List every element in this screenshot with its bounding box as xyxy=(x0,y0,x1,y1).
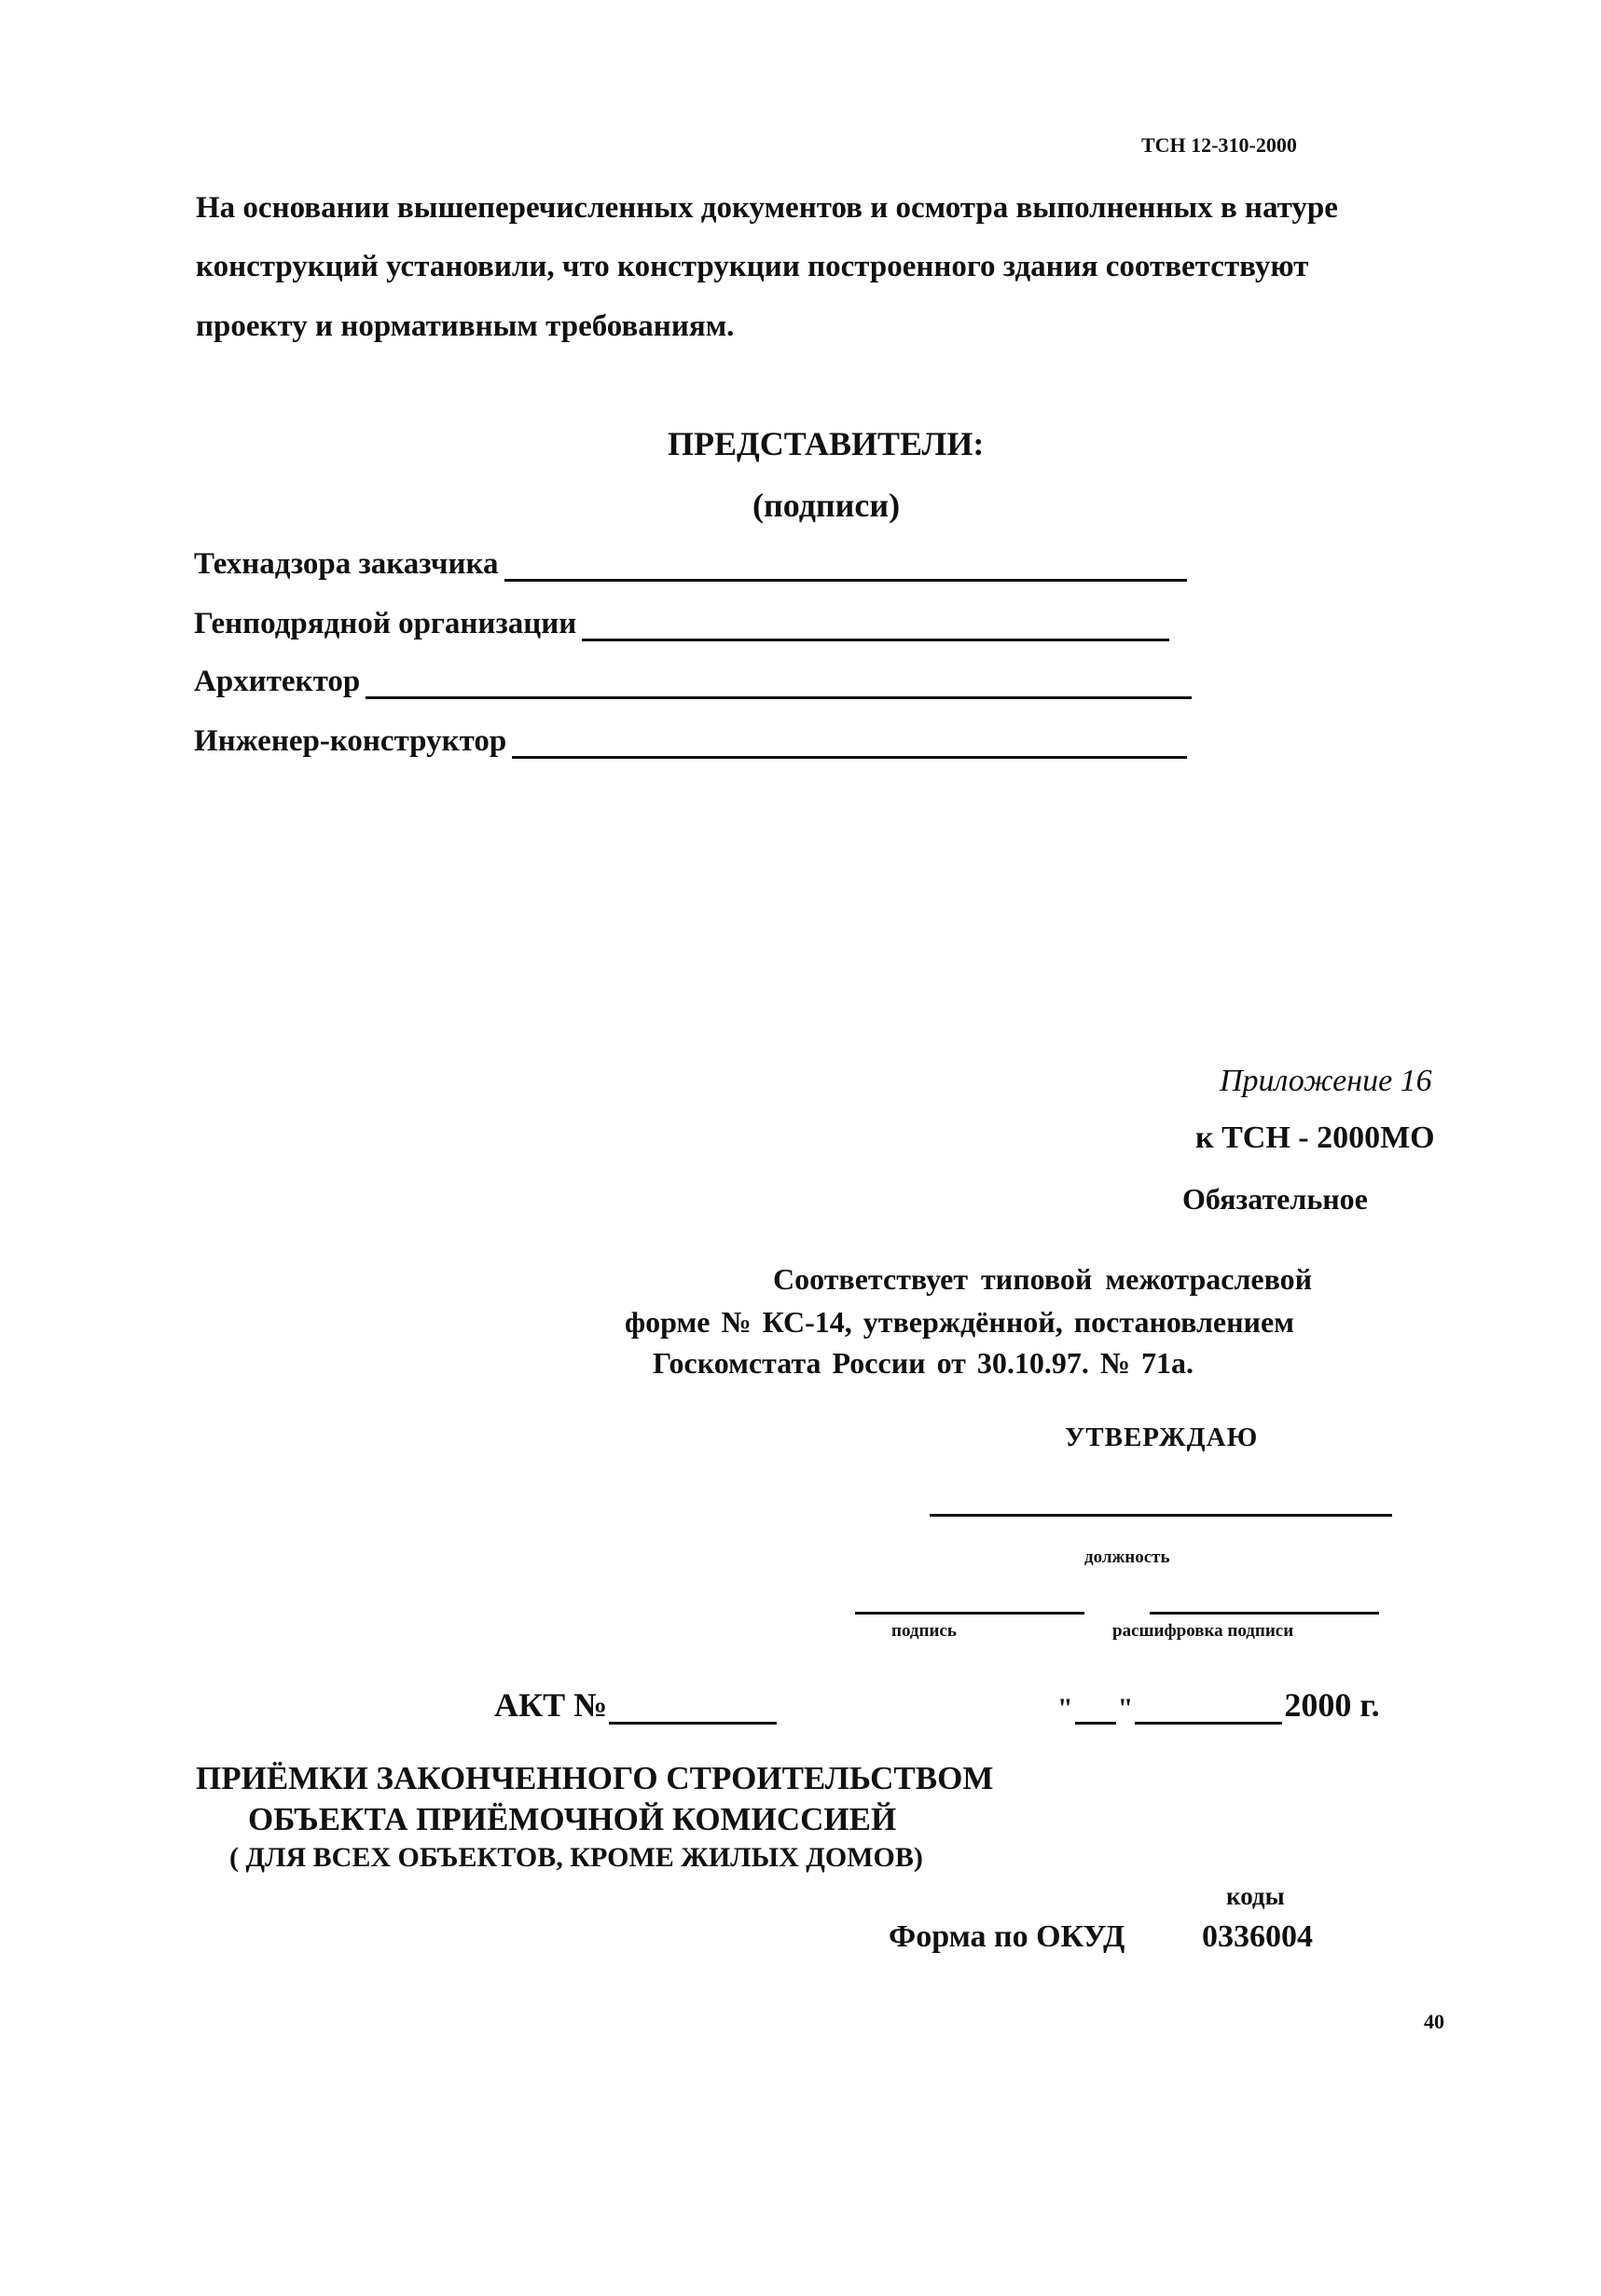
date-month-field[interactable] xyxy=(1135,1697,1282,1725)
signature-row-structural-engineer xyxy=(194,724,1187,759)
representatives-title: ПРЕДСТАВИТЕЛИ: xyxy=(668,425,985,462)
act-title-line-1: ПРИЁМКИ ЗАКОНЧЕННОГО СТРОИТЕЛЬСТВОМ xyxy=(196,1760,994,1796)
signature-label: подпись xyxy=(891,1621,957,1641)
signature-decoding-line[interactable] xyxy=(1150,1612,1379,1615)
intro-line-2: конструкций установили, что конструкции построенного здания соответствуют xyxy=(196,250,1309,283)
conformity-line-3: Госкомстата России от 30.10.97. № 71а. xyxy=(653,1346,1194,1380)
act-number-label: АКТ № xyxy=(494,1686,608,1724)
act-number xyxy=(494,1685,777,1725)
page-number: 40 xyxy=(1424,2010,1444,2033)
date-year: 2000 г. xyxy=(1284,1686,1380,1724)
signature-row-general-contractor xyxy=(194,607,1169,641)
act-title-line-2: ОБЪЕКТА ПРИЁМОЧНОЙ КОМИССИЕЙ xyxy=(248,1801,897,1837)
okud-form-label: Форма по ОКУД xyxy=(889,1919,1125,1954)
signature-row-label: Генподрядной организации xyxy=(194,607,577,640)
appendix-status: Обязательное xyxy=(1182,1182,1368,1216)
signature-line[interactable] xyxy=(855,1612,1084,1615)
act-date xyxy=(1057,1685,1380,1725)
conformity-line-2: форме № КС-14, утверждённой, постановлением xyxy=(625,1305,1294,1339)
representatives-subtitle: (подписи) xyxy=(752,487,901,524)
signature-decoding-label: расшифровка подписи xyxy=(1112,1621,1294,1641)
date-close-quote: " xyxy=(1117,1693,1134,1724)
signature-line[interactable] xyxy=(504,556,1187,582)
signature-row-label: Архитектор xyxy=(194,665,361,698)
conformity-line-1: Соответствует типовой межотраслевой xyxy=(773,1262,1313,1296)
document-code: ТСН 12-310-2000 xyxy=(1141,133,1297,157)
signature-row-customer-supervision xyxy=(194,547,1187,582)
signature-row-label: Инженер-конструктор xyxy=(194,724,507,758)
okud-form-value: 0336004 xyxy=(1202,1919,1313,1954)
position-label: должность xyxy=(1084,1547,1170,1567)
approval-heading: УТВЕРЖДАЮ xyxy=(1065,1423,1259,1452)
date-open-quote: " xyxy=(1057,1693,1073,1724)
codes-label: коды xyxy=(1226,1882,1285,1910)
appendix-title: Приложение 16 xyxy=(1220,1064,1432,1098)
intro-line-3: проекту и нормативным требованиям. xyxy=(196,309,735,343)
intro-line-1: На основании вышеперечисленных документов и осмотра выполненных в натуре xyxy=(196,191,1338,225)
signature-row-architect xyxy=(194,665,1192,699)
position-line[interactable] xyxy=(930,1514,1392,1517)
appendix-reference: к ТСН - 2000МО xyxy=(1195,1121,1435,1155)
signature-line[interactable] xyxy=(582,615,1169,641)
signature-line[interactable] xyxy=(366,673,1192,699)
date-day-field[interactable] xyxy=(1075,1697,1116,1725)
signature-row-label: Технадзора заказчика xyxy=(194,547,499,581)
act-number-field[interactable] xyxy=(609,1697,777,1725)
signature-line[interactable] xyxy=(512,733,1187,759)
act-title-line-3: ( ДЛЯ ВСЕХ ОБЪЕКТОВ, КРОМЕ ЖИЛЫХ ДОМОВ) xyxy=(229,1842,923,1873)
